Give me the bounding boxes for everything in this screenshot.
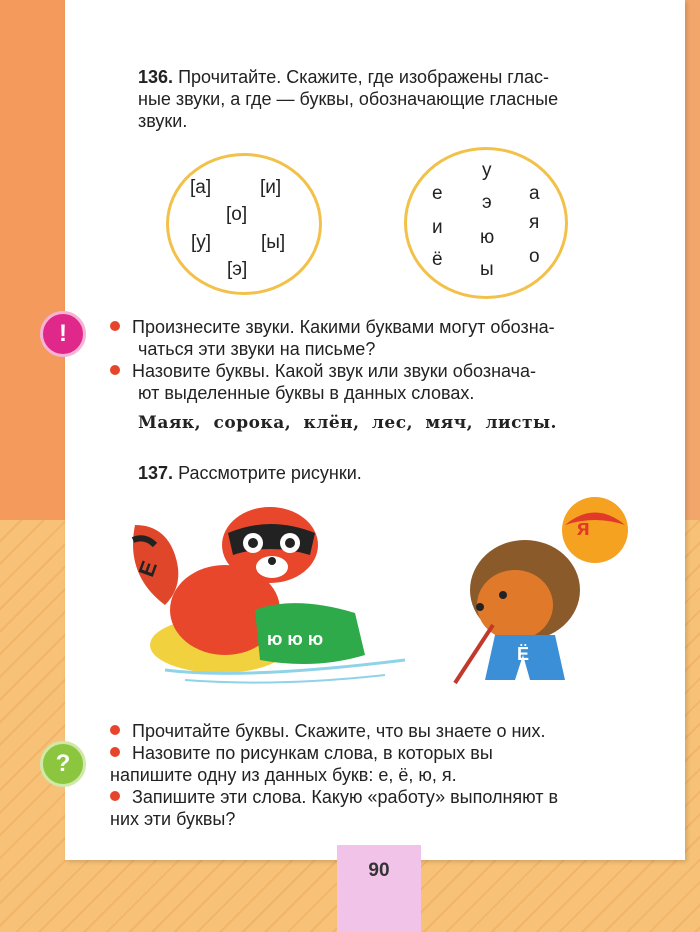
letter-y: ы [480, 259, 494, 280]
ex136-line1: 136. Прочитайте. Скажите, где изображены глас- [138, 67, 549, 87]
ex136-number: 136. [138, 67, 174, 87]
letter-i: и [432, 217, 443, 238]
illustration [125, 495, 675, 695]
bullet-name-letters-line1: Назовите буквы. Какой звук или звуки обознача- [110, 360, 536, 382]
sound-o: [о] [226, 204, 248, 225]
bullet-dot-icon [110, 725, 120, 735]
sound-u: [у] [191, 232, 212, 253]
bullet-dot-icon [110, 365, 120, 375]
bullet-dot-icon [110, 321, 120, 331]
bullet-read-letters: Прочитайте буквы. Скажите, что вы знаете о них. [110, 720, 546, 742]
letter-yo: ё [432, 249, 443, 270]
page-number: 90 [337, 845, 421, 932]
letter-ye: е [432, 183, 443, 204]
cloth-letters: ю ю ю [267, 629, 324, 649]
letter-yu: ю [480, 227, 495, 248]
letter-e: э [482, 192, 492, 213]
question-icon: ? [40, 741, 86, 787]
apple [562, 497, 628, 563]
sound-e: [э] [227, 259, 248, 280]
apple-letter: я [577, 515, 590, 540]
bullet-dot-icon [110, 747, 120, 757]
letter-u: у [482, 160, 492, 181]
ex136-line2: ные звуки, а где — буквы, обозначающие гласные [138, 89, 559, 109]
bullet-dot-icon [110, 791, 120, 801]
bullet-write-words-line2: них эти буквы? [110, 809, 236, 829]
example-words: Маяк, сорока, клён, лес, мяч, листы. [138, 413, 557, 433]
bullet-write-words-line1: Запишите эти слова. Какую «работу» выполняют в [110, 786, 558, 808]
sound-y: [ы] [261, 232, 286, 253]
pants-letter: Ё [517, 644, 530, 664]
bullet-name-letters-line2: ют выделенные буквы в данных словах. [138, 383, 475, 403]
sound-i: [и] [260, 177, 282, 198]
letter-ya: я [529, 212, 540, 233]
tail-letter: Е [133, 557, 163, 580]
bullet-pronounce-line2: чаться эти звуки на письме? [138, 339, 376, 359]
letter-a: а [529, 183, 540, 204]
bullet-pronounce-line1: Произнесите звуки. Какими буквами могут обозна- [110, 316, 555, 338]
ex137-heading: 137. Рассмотрите рисунки. [138, 463, 362, 483]
bullet-name-words-line2: напишите одну из данных букв: е, ё, ю, я. [110, 765, 457, 785]
ex136-line3: звуки. [138, 111, 188, 131]
ex137-number: 137. [138, 463, 174, 483]
attention-icon: ! [40, 311, 86, 357]
bullet-name-words-line1: Назовите по рисункам слова, в которых вы [110, 742, 493, 764]
sound-a: [а] [190, 177, 212, 198]
letter-o: о [529, 246, 540, 267]
